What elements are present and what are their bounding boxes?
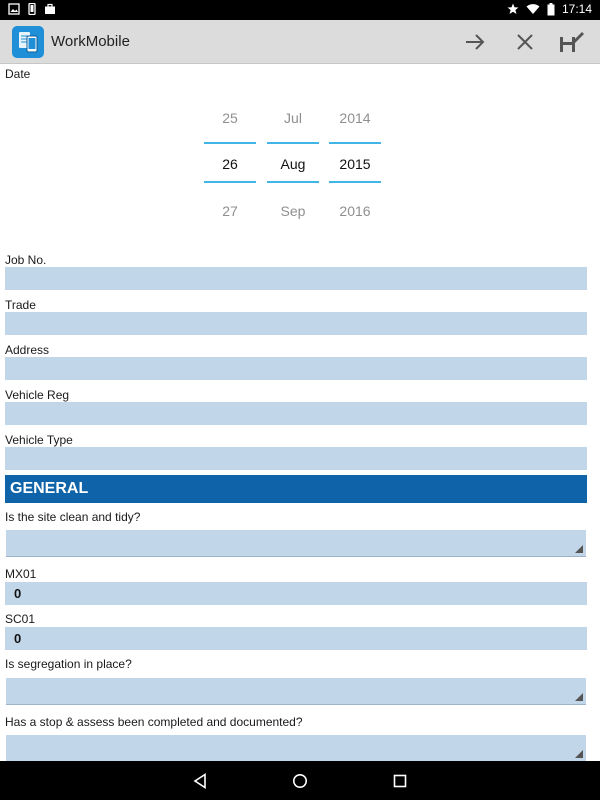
month-divider-bottom (267, 181, 319, 183)
address-input[interactable] (5, 357, 587, 380)
back-icon (193, 773, 207, 789)
nav-home-button[interactable] (288, 771, 312, 791)
site-clean-label: Is the site clean and tidy? (5, 510, 141, 524)
date-label: Date (5, 67, 31, 81)
mx01-label: MX01 (5, 567, 37, 581)
status-bar (0, 0, 600, 20)
save-edit-icon (559, 31, 585, 53)
month-divider-top (267, 142, 319, 144)
day-prev[interactable]: 25 (222, 110, 238, 126)
job-no-label: Job No. (5, 253, 47, 267)
site-clean-select[interactable] (6, 530, 586, 557)
sc01-label: SC01 (5, 612, 36, 626)
dropdown-arrow-icon (575, 693, 583, 701)
trade-input[interactable] (5, 312, 587, 335)
section-title: GENERAL (10, 480, 89, 497)
recents-icon (393, 774, 407, 788)
year-prev[interactable]: 2014 (339, 110, 371, 126)
year-divider-bottom (329, 181, 381, 183)
form-content (0, 64, 600, 761)
briefcase-icon (44, 3, 56, 15)
month-prev[interactable]: Jul (284, 110, 302, 126)
trade-label: Trade (5, 298, 36, 312)
home-icon (292, 773, 308, 789)
year-current[interactable]: 2015 (339, 156, 371, 172)
year-picker[interactable] (329, 64, 381, 224)
sc01-input[interactable] (5, 627, 587, 650)
segregation-select[interactable] (6, 678, 586, 705)
star-icon (507, 3, 519, 15)
app-title: WorkMobile (51, 33, 130, 50)
day-next[interactable]: 27 (222, 203, 238, 219)
mx01-value: 0 (14, 586, 22, 601)
vehicle-type-label: Vehicle Type (5, 433, 73, 447)
segregation-label: Is segregation in place? (5, 657, 132, 671)
vehicle-reg-label: Vehicle Reg (5, 388, 70, 402)
forward-arrow-icon (465, 33, 485, 51)
job-no-input[interactable] (5, 267, 587, 290)
stop-assess-label: Has a stop & assess been completed and documented? (5, 715, 303, 729)
save-button[interactable] (557, 28, 587, 56)
month-picker[interactable] (267, 64, 319, 224)
month-current[interactable]: Aug (280, 156, 306, 172)
nav-back-button[interactable] (188, 771, 212, 791)
year-next[interactable]: 2016 (339, 203, 371, 219)
section-header-general (5, 475, 587, 503)
next-button[interactable] (460, 28, 490, 56)
status-time: 17:14 (561, 2, 592, 16)
wifi-icon (526, 3, 540, 15)
battery-icon (547, 3, 555, 16)
address-label: Address (5, 343, 50, 357)
year-divider-top (329, 142, 381, 144)
dropdown-arrow-icon (575, 545, 583, 553)
phone-icon (26, 3, 38, 15)
stop-assess-select[interactable] (6, 735, 586, 761)
status-notifications (8, 3, 56, 15)
day-divider-top (204, 142, 256, 144)
day-current[interactable]: 26 (222, 156, 238, 172)
sc01-value: 0 (14, 631, 22, 646)
dropdown-arrow-icon (575, 750, 583, 758)
vehicle-reg-input[interactable] (5, 402, 587, 425)
status-indicators (507, 2, 592, 16)
close-button[interactable] (510, 28, 540, 56)
day-divider-bottom (204, 181, 256, 183)
day-picker[interactable] (204, 64, 256, 224)
navigation-bar (0, 761, 600, 800)
month-next[interactable]: Sep (280, 203, 306, 219)
app-logo-icon (12, 26, 44, 58)
vehicle-type-input[interactable] (5, 447, 587, 470)
image-icon (8, 3, 20, 15)
app-bar (0, 20, 600, 64)
close-icon (517, 34, 533, 50)
nav-recents-button[interactable] (388, 771, 412, 791)
mx01-input[interactable] (5, 582, 587, 605)
